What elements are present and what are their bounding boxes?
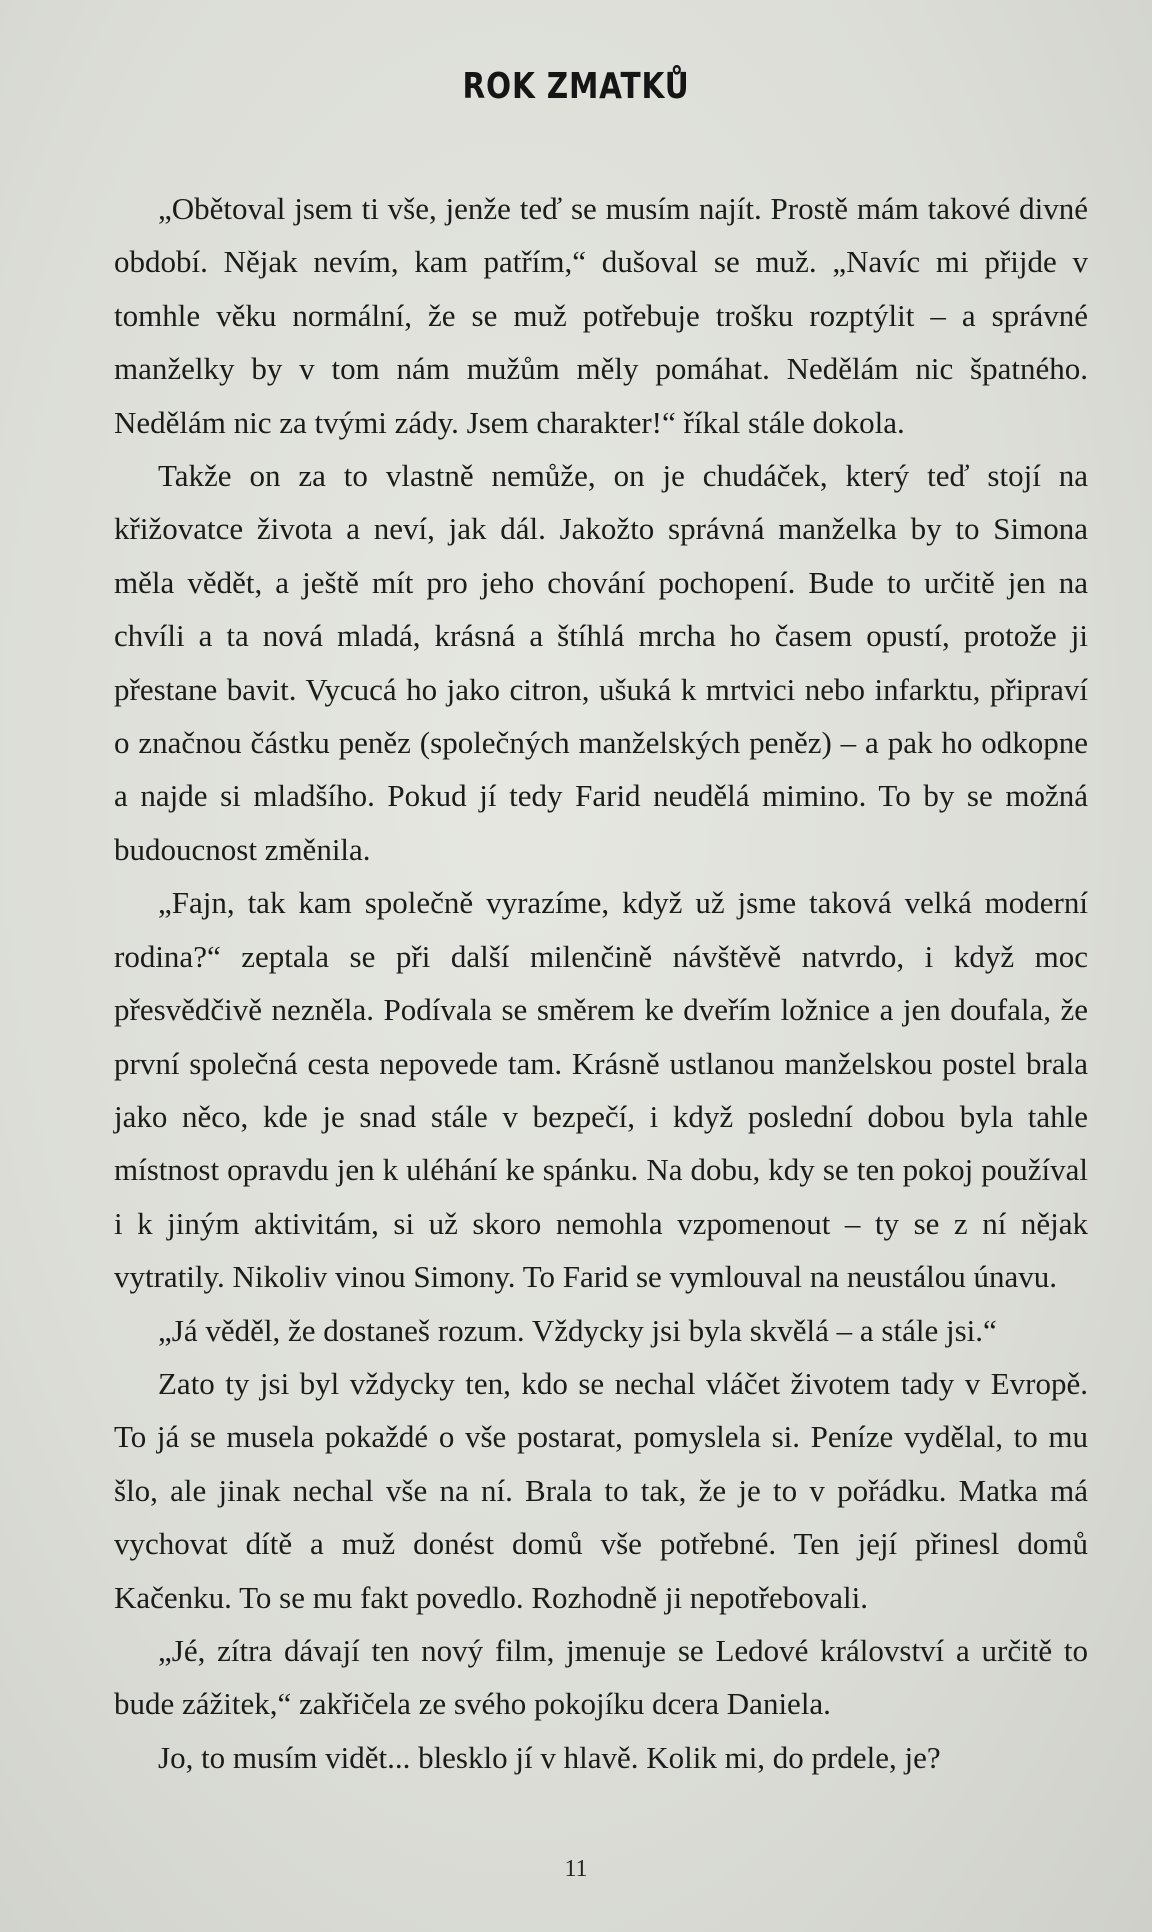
paragraph: Zato ty jsi byl vždycky ten, kdo se nechal vláčet životem tady v Evropě. To já se musela pokaždé o vše postarat, pomyslela si. Peníze vydělal, to mu šlo, ale jinak nechal vše na ní. Brala to tak, že je to v pořádku. Matka má vychovat dítě a muž donést domů vše potřebné. Ten její přinesl domů Kačenku. To se mu fakt povedlo. Rozhodně ji nepotřebovali. bbox=[114, 1365, 1088, 1615]
paragraph: Jo, to musím vidět... blesklo jí v hlavě. Kolik mi, do prdele, je? bbox=[158, 1739, 941, 1775]
paragraph: Takže on za to vlastně nemůže, on je chudáček, který teď stojí na křižovatce života a neví, jak dál. Jakožto správná manželka by to Simona měla vědět, a ještě mít pro jeho chování pochopení. Bude to určitě jen na chvíli a ta nová mladá, krásná a štíhlá mrcha ho časem opustí, protože ji přestane bavit. Vycucá ho jako citron, ušuká k mrtvici nebo infarktu, připraví o značnou částku peněz (společných manželských peněz) – a pak ho odkopne a najde si mladšího. Pokud jí tedy Farid neudělá mimino. To by se možná budoucnost změnila. bbox=[114, 458, 1088, 867]
paragraph: „Obětoval jsem ti vše, jenže teď se musím najít. Prostě mám takové divné období. Nějak nevím, kam patřím,“ dušoval se muž. „Navíc mi přijde v tomhle věku normální, že se muž potřebuje trošku rozptýlit – a správné manželky by v tom nám mužům měly pomáhat. Nedělám nic špatného. Nedělám nic za tvými zády. Jsem charakter!“ říkal stále dokola. bbox=[114, 191, 1088, 440]
paragraph: „Já věděl, že dostaneš rozum. Vždycky jsi byla skvělá – a stále jsi.“ bbox=[158, 1312, 997, 1348]
chapter-title: ROK ZMATKŮ bbox=[462, 66, 690, 107]
body-text bbox=[114, 182, 1088, 1784]
paragraph: „Jé, zítra dávají ten nový film, jmenuje se Ledové království a určitě to bude zážitek,“ zakřičela ze svého pokojíku dcera Daniela. bbox=[114, 1632, 1088, 1722]
page-number: 11 bbox=[564, 1856, 588, 1882]
paragraph: „Fajn, tak kam společně vyrazíme, když už jsme taková velká moderní rodina?“ zeptala se při další milenčině návštěvě natvrdo, i když moc přesvědčivě nezněla. Podívala se směrem ke dveřím ložnice a jen doufala, že první společná cesta nepovede tam. Krásně ustlanou manželskou postel brala jako něco, kde je snad stále v bezpečí, i když poslední dobou byla tahle místnost opravdu jen k uléhání ke spánku. Na dobu, kdy se ten pokoj používal i k jiným aktivitám, si už skoro nemohla vzpomenout – ty se z ní nějak vytratily. Nikoliv vinou Simony. To Farid se vymlouval na neustálou únavu. bbox=[114, 885, 1088, 1295]
